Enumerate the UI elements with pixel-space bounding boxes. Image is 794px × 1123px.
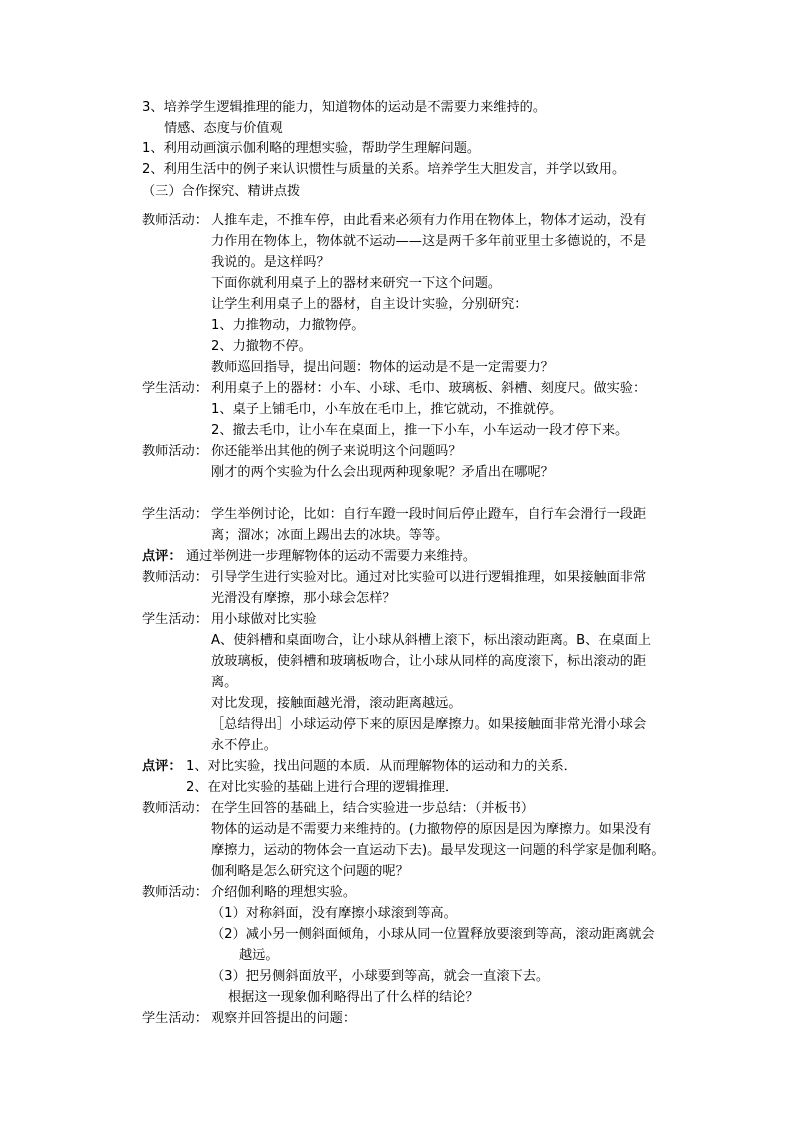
comment1-text: 通过举例进一步理解物体的运动不需要力来维持。 — [186, 549, 477, 564]
block9-line-1: 观察并回答提出的问题： — [211, 1011, 357, 1026]
block4-line-2: 离；溜冰；冰面上踢出去的冰块。等等。 — [211, 528, 449, 543]
block6-line-7: 永不停止。 — [211, 738, 277, 753]
teacher-label-5: 教师活动： — [142, 885, 208, 900]
teacher-label-2: 教师活动： — [142, 444, 208, 459]
block1-line-5: 让学生利用桌子上的器材，自主设计实验，分别研究： — [211, 297, 528, 312]
block2-line-2: 1、桌子上铺毛巾，小车放在毛巾上，推它就动，不推就停。 — [211, 402, 563, 417]
block1-line-7: 2、力撤物不停。 — [211, 339, 312, 354]
block3-line-2: 刚才的两个实验为什么会出现两种现象呢？矛盾出在哪呢？ — [211, 465, 554, 480]
comment-label-1: 点评： — [142, 549, 182, 564]
block5-line-1: 引导学生进行实验对比。通过对比实验可以进行逻辑推理，如果接触面非常 — [211, 570, 647, 585]
student-label-2: 学生活动： — [142, 507, 208, 522]
block7-line-3: 摩擦力，运动的物体会一直运动下去)。最早发现这一问题的科学家是伽利略。 — [211, 843, 665, 858]
block6-line-6: ［总结得出］小球运动停下来的原因是摩擦力。如果接触面非常光滑小球会 — [211, 717, 647, 732]
block5-line-2: 光滑没有摩擦，那小球会怎样？ — [211, 591, 396, 606]
teacher-label-1: 教师活动： — [142, 213, 208, 228]
block1-line-1: 人推车走，不推车停，由此看来必须有力作用在物体上，物体才运动，没有 — [211, 213, 647, 228]
intro-line-4: 2、利用生活中的例子来认识惯性与质量的关系。培养学生大胆发言，并学以致用。 — [142, 162, 626, 177]
block6-line-1: 用小球做对比实验 — [211, 612, 317, 627]
student-label-4: 学生活动： — [142, 1011, 208, 1026]
student-label-1: 学生活动： — [142, 381, 208, 396]
teacher-label-3: 教师活动： — [142, 570, 208, 585]
comment-label-2: 点评： — [142, 759, 182, 774]
comment2-line-2: 2、在对比实验的基础上进行合理的逻辑推理． — [186, 780, 459, 795]
teacher-label-4: 教师活动： — [142, 801, 208, 816]
block1-line-3: 我说的。是这样吗？ — [211, 255, 330, 270]
block6-line-3: 放玻璃板，使斜槽和玻璃板吻合，让小球从同样的高度滚下，标出滚动的距 — [211, 654, 647, 669]
block7-line-1: 在学生回答的基础上，结合实验进一步总结：（并板书） — [211, 801, 535, 816]
block4-line-1: 学生举例讨论，比如：自行车蹬一段时间后停止蹬车，自行车会滑行一段距 — [211, 507, 647, 522]
block8-line-5: （3）把另侧斜面放平，小球要到等高，就会一直滚下去。 — [211, 969, 550, 984]
student-label-3: 学生活动： — [142, 612, 208, 627]
block8-line-1: 介绍伽利略的理想实验。 — [211, 885, 357, 900]
block7-line-2: 物体的运动是不需要力来维持的。(力撤物停的原因是因为摩擦力。如果没有 — [211, 822, 652, 837]
block3-line-1: 你还能举出其他的例子来说明这个问题吗？ — [211, 444, 462, 459]
intro-line-2: 情感、态度与价值观 — [164, 121, 283, 136]
block6-line-4: 离。 — [211, 675, 238, 690]
section-heading: （三）合作探究、精讲点拨 — [142, 184, 301, 199]
block1-line-2: 力作用在物体上，物体就不运动——这是两千多年前亚里士多德说的，不是 — [211, 234, 647, 249]
block1-line-6: 1、力推物动，力撤物停。 — [211, 318, 365, 333]
block8-line-3: （2）减小另一侧斜面倾角，小球从同一位置释放要滚到等高，滚动距离就会 — [211, 927, 655, 942]
block6-line-5: 对比发现，接触面越光滑，滚动距离越远。 — [211, 696, 462, 711]
intro-line-3: 1、利用动画演示伽利略的理想实验，帮助学生理解问题。 — [142, 141, 481, 156]
intro-line-1: 3、培养学生逻辑推理的能力，知道物体的运动是不需要力来维持的。 — [142, 100, 547, 115]
block7-line-4: 伽利略是怎么研究这个问题的呢？ — [211, 864, 409, 879]
comment2-line-1: 1、对比实验，找出问题的本质．从而理解物体的运动和力的关系． — [186, 759, 577, 774]
block1-line-8: 教师巡回指导，提出问题：物体的运动是不是一定需要力？ — [211, 360, 554, 375]
block6-line-2: A、使斜槽和桌面吻合，让小球从斜槽上滚下，标出滚动距离。B、在桌面上 — [211, 633, 652, 648]
block1-line-4: 下面你就利用桌子上的器材来研究一下这个问题。 — [211, 276, 502, 291]
block2-line-1: 利用桌子上的器材：小车、小球、毛巾、玻璃板、斜槽、刻度尺。做实验： — [211, 381, 647, 396]
block2-line-3: 2、撤去毛巾，让小车在桌面上，推一下小车，小车运动一段才停下来。 — [211, 423, 629, 438]
block8-line-6: 根据这一现象伽利略得出了什么样的结论？ — [228, 990, 479, 1005]
block8-line-4: 越远。 — [239, 948, 279, 963]
block8-line-2: （1）对称斜面，没有摩擦小球滚到等高。 — [211, 906, 457, 921]
